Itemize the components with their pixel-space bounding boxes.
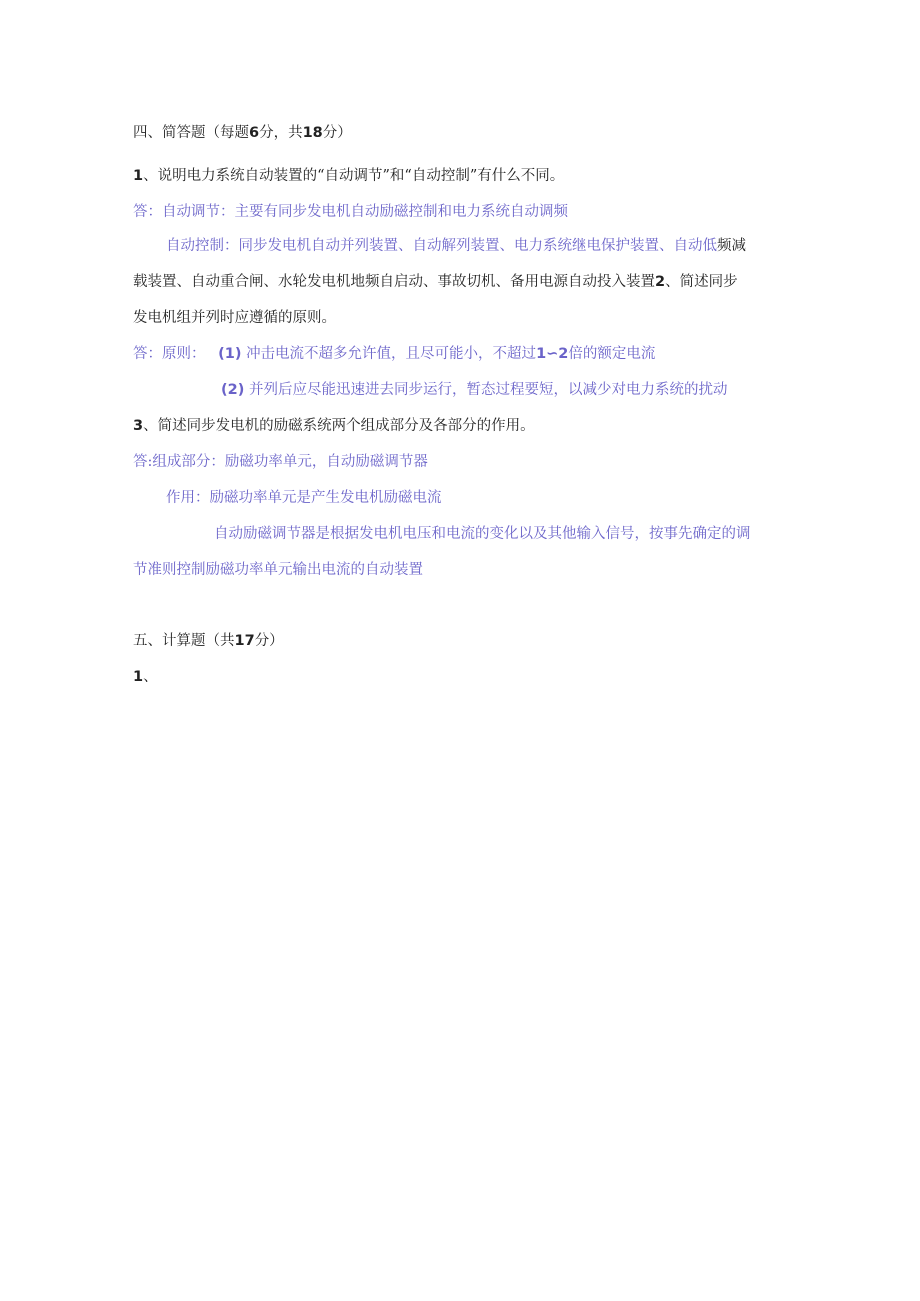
answer-1-line-3: 载装置、自动重合闸、水轮发电机地频自启动、事故切机、备用电源自动投入装置2、简述同步 (133, 274, 738, 290)
section-4-title: 四、简答题（每题6分，共18分） (133, 125, 352, 141)
answer-1-line-1: 答：自动调节：主要有同步发电机自动励磁控制和电力系统自动调频 (133, 204, 568, 220)
answer-2-line-1: 答：原则： (1) 冲击电流不超多允许值，且尽可能小，不超过1∽2倍的额定电流 (133, 346, 656, 362)
section-5-question-1: 1、 (133, 669, 158, 685)
answer-3-line-2: 作用：励磁功率单元是产生发电机励磁电流 (166, 490, 442, 506)
answer-1-line-2: 自动控制：同步发电机自动并列装置、自动解列装置、电力系统继电保护装置、自动低频减 (166, 238, 746, 254)
answer-3-line-4: 节准则控制励磁功率单元输出电流的自动装置 (133, 562, 423, 578)
answer-2-line-2: (2) 并列后应尽能迅速进去同步运行，暂态过程要短，以减少对电力系统的扰动 (221, 382, 728, 398)
question-1: 1、说明电力系统自动装置的“自动调节”和“自动控制”有什么不同。 (133, 168, 565, 184)
question-2-text: 发电机组并列时应遵循的原则。 (133, 310, 336, 326)
answer-3-line-3: 自动励磁调节器是根据发电机电压和电流的变化以及其他输入信号，按事先确定的调 (214, 526, 751, 542)
answer-3-line-1: 答:组成部分：励磁功率单元，自动励磁调节器 (133, 454, 428, 470)
section-5-title: 五、计算题（共17分） (133, 633, 284, 649)
question-3: 3、简述同步发电机的励磁系统两个组成部分及各部分的作用。 (133, 418, 535, 434)
